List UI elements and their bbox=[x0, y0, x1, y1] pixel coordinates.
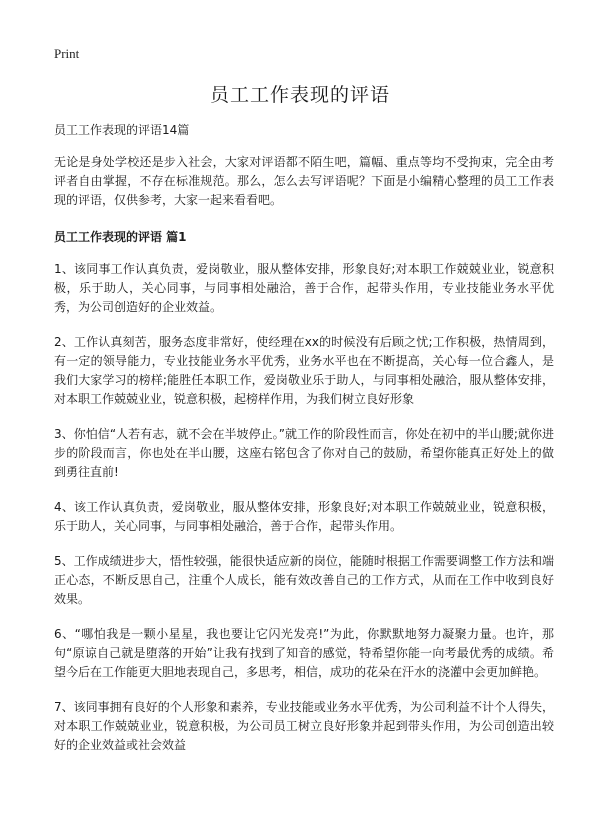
list-item: 7、该同事拥有良好的个人形象和素养，专业技能或业务水平优秀，为公司利益不计个人得失，对本职工作兢兢业业，锐意积极，为公司员工树立良好形象并起到带头作用，为公司创造出较好的企业效益或社会效益 bbox=[54, 700, 554, 752]
list-item: 1、该同事工作认真负责，爱岗敬业，服从整体安排，形象良好;对本职工作兢兢业业，锐意积极，乐于助人，关心同事，与同事相处融洽，善于合作，起带头作用，专业技能业务水平优秀，为公司创造好的企业效益。 bbox=[54, 262, 554, 314]
list-item: 5、工作成绩进步大，悟性较强，能很快适应新的岗位，能随时根据工作需要调整工作方法和端正心态，不断反思自己，注重个人成长，能有效改善自己的工作方式，从而在工作中收到良好效果。 bbox=[54, 554, 554, 606]
print-link[interactable]: Print bbox=[54, 46, 80, 61]
list-item: 2、工作认真刻苦，服务态度非常好，使经理在xx的时候没有后顾之忧;工作积极，热情周到，有一定的领导能力，专业技能业务水平优秀，业务水平也在不断提高，关心每一位合鑫人，是我们大家学习的榜样;能胜任本职工作，爱岗敬业乐于助人，与同事相处融洽，服从整体安排，对本职工作兢兢业业，锐意积极，起榜样作用，为我们树立良好形象 bbox=[54, 335, 554, 406]
list-item: 4、该工作认真负责，爱岗敬业，服从整体安排，形象良好;对本职工作兢兢业业，锐意积极，乐于助人，关心同事，与同事相处融洽，善于合作，起带头作用。 bbox=[54, 500, 554, 533]
list-item: 3、你怕信“人若有志，就不会在半坡停止。”就工作的阶段性而言，你处在初中的半山腰;就你进步的阶段而言，你也处在半山腰，这座右铭包含了你对自己的鼓励，希望你能真正好处上的做到勇往直前! bbox=[54, 427, 554, 479]
list-item: 6、“哪怕我是一颗小星星，我也要让它闪光发亮!”为此，你默默地努力凝聚力量。也许，那句“原谅自己就是堕落的开始”让我有找到了知音的感觉，特希望你能一向考最优秀的成绩。希望今后在工作能更大胆地表现自己，多思考，相信，成功的花朵在汗水的浇灌中会更加鲜艳。 bbox=[54, 627, 554, 679]
intro-paragraph: 无论是身处学校还是步入社会，大家对评语都不陌生吧，篇幅、重点等均不受拘束，完全由考评者自由掌握，不存在标准规范。那么，怎么去写评语呢？下面是小编精心整理的员工工作表现的评语，仅供参考，大家一起来看看吧。 bbox=[54, 155, 554, 207]
document-body bbox=[54, 121, 554, 771]
section-heading: 员工工作表现的评语 篇1 bbox=[54, 230, 187, 244]
page-title: 员工工作表现的评语 bbox=[209, 84, 390, 106]
document-subtitle: 员工工作表现的评语14篇 bbox=[54, 123, 190, 137]
